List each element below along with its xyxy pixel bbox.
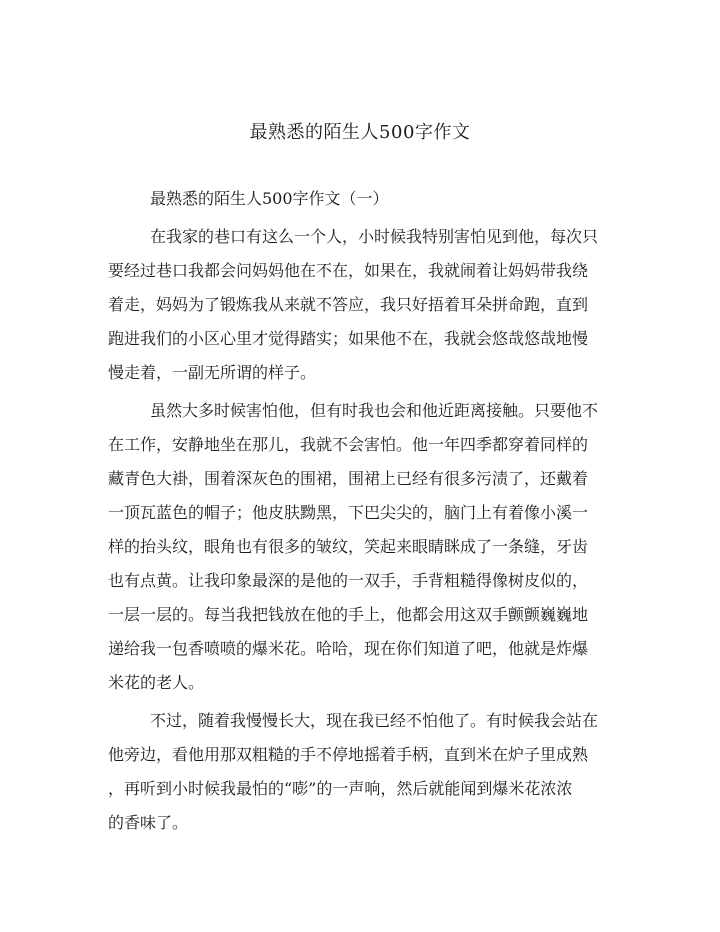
text-line: 虽然大多时候害怕他，但有时我也会和他近距离接触。只要他不 [150, 401, 599, 420]
text-line: 要经过巷口我都会问妈妈他在不在，如果在，我就闹着让妈妈带我绕 [108, 261, 589, 280]
text-line: 跑进我们的小区心里才觉得踏实；如果他不在，我就会悠哉悠哉地慢 [108, 329, 589, 348]
document-title: 最熟悉的陌生人500字作文 [249, 122, 471, 143]
text-line: 不过，随着我慢慢长大，现在我已经不怕他了。有时候我会站在 [150, 711, 599, 730]
section-heading: 最熟悉的陌生人500字作文（一） [150, 189, 389, 208]
text-line: 在我家的巷口有这么一个人，小时候我特别害怕见到他，每次只 [150, 227, 599, 246]
text-line: 样的抬头纹，眼角也有很多的皱纹，笑起来眼睛眯成了一条缝，牙齿 [108, 537, 589, 556]
text-line: 递给我一包香喷喷的爆米花。哈哈，现在你们知道了吧，他就是炸爆 [108, 639, 589, 658]
text-line: 一顶瓦蓝色的帽子；他皮肤黝黑，下巴尖尖的，脑门上有着像小溪一 [108, 503, 589, 522]
text-line: 也有点黄。让我印象最深的是他的一双手，手背粗糙得像树皮似的， [108, 571, 589, 590]
text-line: ，再听到小时候我最怕的“嘭”的一声响，然后就能闻到爆米花浓浓 [108, 779, 573, 798]
text-line: 米花的老人。 [108, 673, 205, 692]
text-line: 的香味了。 [108, 813, 189, 832]
text-line: 一层一层的。每当我把钱放在他的手上，他都会用这双手颤颤巍巍地 [108, 605, 589, 624]
text-line: 藏青色大褂，围着深灰色的围裙，围裙上已经有很多污渍了，还戴着 [108, 469, 589, 488]
text-line: 着走，妈妈为了锻炼我从来就不答应，我只好捂着耳朵拼命跑，直到 [108, 295, 589, 314]
text-line: 慢走着，一副无所谓的样子。 [108, 363, 317, 382]
text-line: 他旁边，看他用那双粗糙的手不停地摇着手柄，直到米在炉子里成熟 [108, 745, 589, 764]
text-line: 在工作，安静地坐在那儿，我就不会害怕。他一年四季都穿着同样的 [108, 435, 589, 454]
